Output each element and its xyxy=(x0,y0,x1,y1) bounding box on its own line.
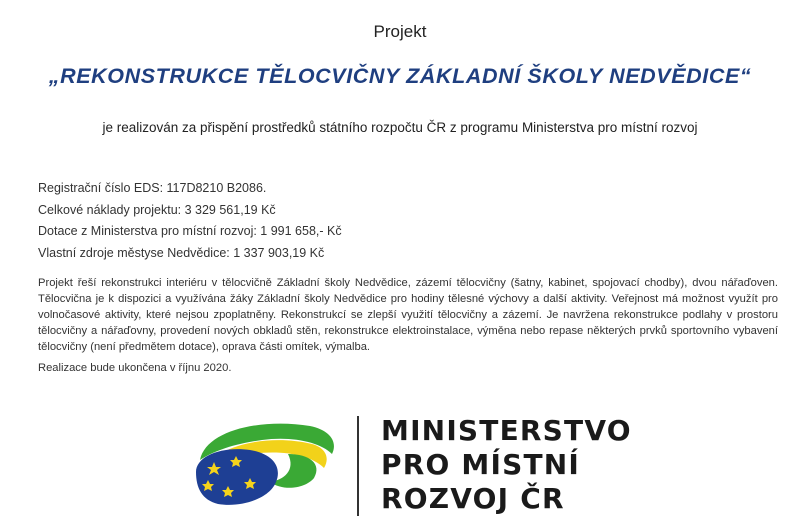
total-costs: Celkové náklady projektu: 3 329 561,19 Kč xyxy=(38,202,276,217)
mmr-ministry-logo-icon xyxy=(192,420,338,510)
funding-statement: je realizován za přispění prostředků státního rozpočtu ČR z programu Ministerstva pro místní rozvoj xyxy=(102,120,698,135)
registration-number: Registrační číslo EDS: 117D8210 B2086. xyxy=(38,181,267,195)
completion-note: Realizace bude ukončena v říjnu 2020. xyxy=(38,362,232,374)
ministry-line-1: MINISTERSTVO xyxy=(381,414,632,447)
own-resources: Vlastní zdroje městyse Nedvědice: 1 337 903,19 Kč xyxy=(38,245,325,260)
ministry-line-2: PRO MÍSTNÍ xyxy=(381,448,581,481)
project-title: „REKONSTRUKCE TĚLOCVIČNY ZÁKLADNÍ ŠKOLY NEDVĚDICE“ xyxy=(48,64,752,88)
subsidy-amount: Dotace z Ministerstva pro místní rozvoj: 1 991 658,- Kč xyxy=(38,224,342,238)
ministry-line-3: ROZVOJ ČR xyxy=(381,482,565,515)
description-body: Projekt řeší rekonstrukci interiéru v tělocvičně Základní školy Nedvědice, zázemí tělocvičny (šatny, kabinet, spojovací chodby), dvou nářaďoven. Tělocvična je k dispozici a využívána žáky Základní školy Nedvědice pro hodiny tělesné výchovy a další aktivity. Veřejnost má možnost využít pro volnočasové aktivity, které nejsou zpoplatněny. Rekonstrukcí se zlepší využití tělocvičny a zázemí. Je navržena rekonstrukce podlahy v prostoru tělocvičny a nářaďovny, provedení nových obkladů stěn, rekonstrukce elektroinstalace, výměna nebo repase některých prvků sportovního vybavení tělocvičny (není předmětem dotace), oprava části omítek, výmalba. xyxy=(38,277,778,353)
project-facts xyxy=(38,178,342,264)
project-description xyxy=(38,275,778,376)
logo-divider xyxy=(357,416,359,516)
intro-label: Projekt xyxy=(373,22,427,41)
ministry-wordmark xyxy=(381,414,632,516)
